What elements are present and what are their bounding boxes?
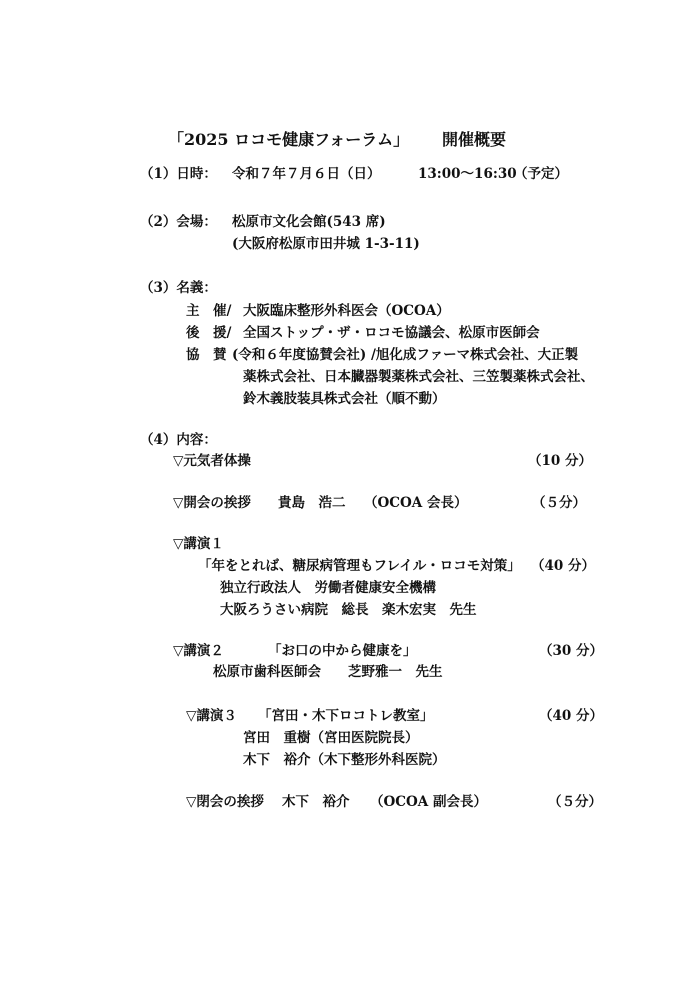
venue-label: （2）会場： [140, 214, 217, 230]
cosponsor-label: 協 賛 [186, 347, 227, 363]
lecture3-title: 「宮田・木下ロコトレ教室」 [258, 708, 434, 724]
sponsor-label: 主 催/ [186, 303, 232, 319]
page-subtitle: 開催概要 [442, 130, 507, 149]
support-value: 全国ストップ・ザ・ロコモ協議会、松原市医師会 [243, 325, 540, 341]
lecture1-title: 「年をとれば、糖尿病管理もフレイル・ロコモ対策」 [198, 558, 521, 574]
lecture1-speaker: 大阪ろうさい病院 総長 楽木宏実 先生 [220, 602, 477, 618]
sponsor-value: 大阪臨床整形外科医会（OCOA） [243, 303, 450, 319]
cosponsor-line-2: 薬株式会社、日本臓器製薬株式会社、三笠製薬株式会社、 [243, 369, 594, 385]
venue-name: 松原市文化会館(543 席) [232, 214, 386, 230]
datetime-note: （予定） [514, 166, 568, 182]
lecture2-title: 「お口の中から健康を」 [268, 643, 417, 659]
closing-title: ▽閉会の挨拶 [186, 794, 264, 810]
page-title: 「2025 ロコモ健康フォーラム」 [168, 130, 410, 149]
venue-address: (大阪府松原市田井城 1-3-11) [232, 236, 420, 252]
cosponsor-line-1: (令和６年度協賛会社) /旭化成ファーマ株式会社、大正製 [232, 347, 579, 363]
closing-duration: （５分） [548, 794, 602, 810]
opening-title: ▽開会の挨拶 [173, 495, 251, 511]
datetime-time: 13:00～16:30 [418, 166, 517, 182]
lecture3-label: ▽講演３ [186, 708, 237, 724]
lecture3-speaker-2: 木下 裕介（木下整形外科医院） [243, 752, 446, 768]
lecture1-org: 独立行政法人 労働者健康安全機構 [220, 580, 436, 596]
lecture3-duration: （40 分） [539, 708, 603, 724]
opening-duration: （５分） [532, 495, 586, 511]
opening-role: （OCOA 会長） [364, 495, 468, 511]
closing-person: 木下 裕介 [282, 794, 350, 810]
support-label: 後 援/ [186, 325, 232, 341]
lecture2-label: ▽講演２ [173, 643, 224, 659]
lecture3-speaker-1: 宮田 重樹（宮田医院院長） [243, 730, 419, 746]
opening-person: 貴島 浩二 [278, 495, 346, 511]
datetime-date: 令和７年７月６日（日） [232, 166, 381, 182]
lecture1-label: ▽講演１ [173, 536, 224, 552]
lecture2-duration: （30 分） [539, 643, 603, 659]
content-label: （4）内容： [140, 432, 217, 448]
datetime-label: （1）日時： [140, 166, 217, 182]
exercise-duration: （10 分） [528, 453, 592, 469]
lecture2-speaker: 松原市歯科医師会 芝野雅一 先生 [213, 664, 443, 680]
names-label: （3）名義： [140, 280, 217, 296]
exercise-title: ▽元気者体操 [173, 453, 251, 469]
cosponsor-line-3: 鈴木義肢装具株式会社（順不動） [243, 391, 446, 407]
closing-role: （OCOA 副会長） [370, 794, 487, 810]
lecture1-duration: （40 分） [531, 558, 595, 574]
